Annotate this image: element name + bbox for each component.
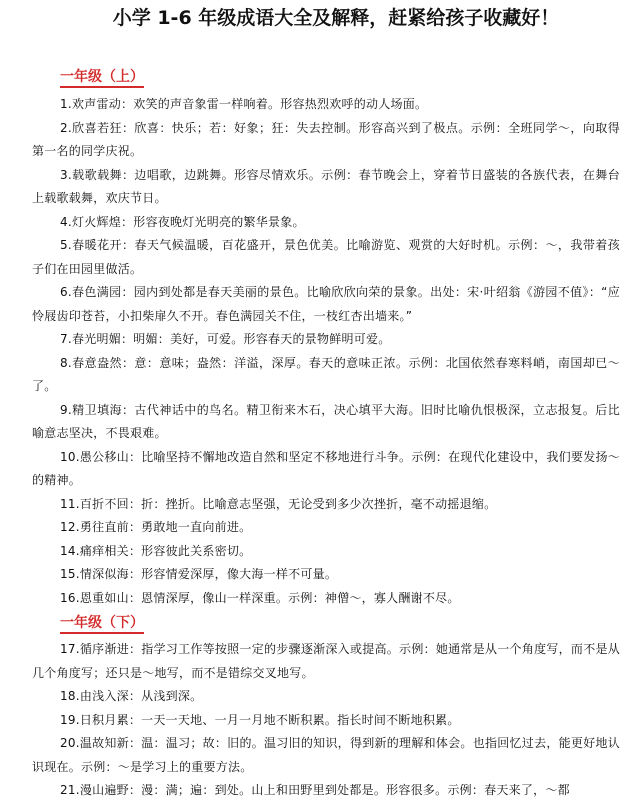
idiom-entry: 11.百折不回：折：挫折。比喻意志坚强，无论受到多少次挫折，毫不动摇退缩。 <box>60 496 497 511</box>
idiom-entry: 4.灯火辉煌：形容夜晚灯光明亮的繁华景象。 <box>60 214 305 229</box>
idiom-entry: 7.春光明媚：明媚：美好，可爱。形容春天的景物鲜明可爱。 <box>60 332 391 346</box>
idiom-entry: 16.恩重如山：恩情深厚，像山一样深重。示例：神僧～，寡人酬谢不尽。 <box>60 590 460 605</box>
idiom-entry: 1.欢声雷动：欢笑的声音象雷一样响着。形容热烈欢呼的动人场面。 <box>60 97 428 111</box>
section-heading-grade1-second-term <box>60 614 622 632</box>
idiom-entry: 12.勇往直前：勇敢地一直向前进。 <box>60 520 252 534</box>
idiom-entry: 18.由浅入深：从浅到深。 <box>60 689 203 703</box>
idiom-entry: 5.春暖花开：春天气候温暖，百花盛开，景色优美。比喻游览、观赏的大好时机。示例：～，我带着孩子们在田园里做活。 <box>32 238 620 276</box>
idiom-entry: 17.循序渐进：指学习工作等按照一定的步骤逐渐深入或提高。示例：她通常是从一个角度写，而不是从几个角度写；还只是～地写，而不是错综交叉地写。 <box>32 642 620 680</box>
idiom-entry: 3.载歌载舞：边唱歌，边跳舞。形容尽情欢乐。示例：春节晚会上，穿着节日盛装的各族代表，在舞台上载歌载舞，欢庆节日。 <box>32 167 620 205</box>
section-heading-label: 一年级（下） <box>60 615 144 634</box>
idiom-entry: 15.情深似海：形容情爱深厚，像大海一样不可量。 <box>60 567 338 581</box>
page-title: 小学 1-6 年级成语大全及解释，赶紧给孩子收藏好！ <box>112 7 560 29</box>
idiom-entry: 6.春色满园：园内到处都是春天美丽的景色。比喻欣欣向荣的景象。出处：宋·叶绍翁《游园不值》：“应怜屐齿印苍苔，小扣柴扉久不开。春色满园关不住，一枝红杏出墙来。” <box>32 285 620 323</box>
idiom-entry: 19.日积月累：一天一天地、一月一月地不断积累。指长时间不断地积累。 <box>60 712 460 727</box>
idiom-entry: 21.漫山遍野：漫：满；遍：到处。山上和田野里到处都是。形容很多。示例：春天来了，～都 <box>60 783 570 797</box>
section-heading-grade1-first-term <box>60 68 622 86</box>
idiom-entry: 20.温故知新：温：温习；故：旧的。温习旧的知识，得到新的理解和体会。也指回忆过去，能更好地认识现在。示例：～是学习上的重要方法。 <box>32 736 620 774</box>
idiom-entry: 8.春意盎然：意：意味；盎然：洋溢，深厚。春天的意味正浓。示例：北国依然春寒料峭，南国却已～了。 <box>32 355 620 393</box>
idiom-entry: 14.痛痒相关：形容彼此关系密切。 <box>60 543 252 558</box>
idiom-entry: 10.愚公移山：比喻坚持不懈地改造自然和坚定不移地进行斗争。示例：在现代化建设中，我们要发扬～的精神。 <box>32 449 620 487</box>
idiom-entry: 2.欣喜若狂：欣喜：快乐；若：好象；狂：失去控制。形容高兴到了极点。示例：全班同学～，向取得第一名的同学庆祝。 <box>32 120 620 158</box>
section-heading-label: 一年级（上） <box>60 69 144 88</box>
idiom-entry: 9.精卫填海：古代神话中的鸟名。精卫衔来木石，决心填平大海。旧时比喻仇恨极深，立志报复。后比喻意志坚决，不畏艰难。 <box>32 402 620 440</box>
